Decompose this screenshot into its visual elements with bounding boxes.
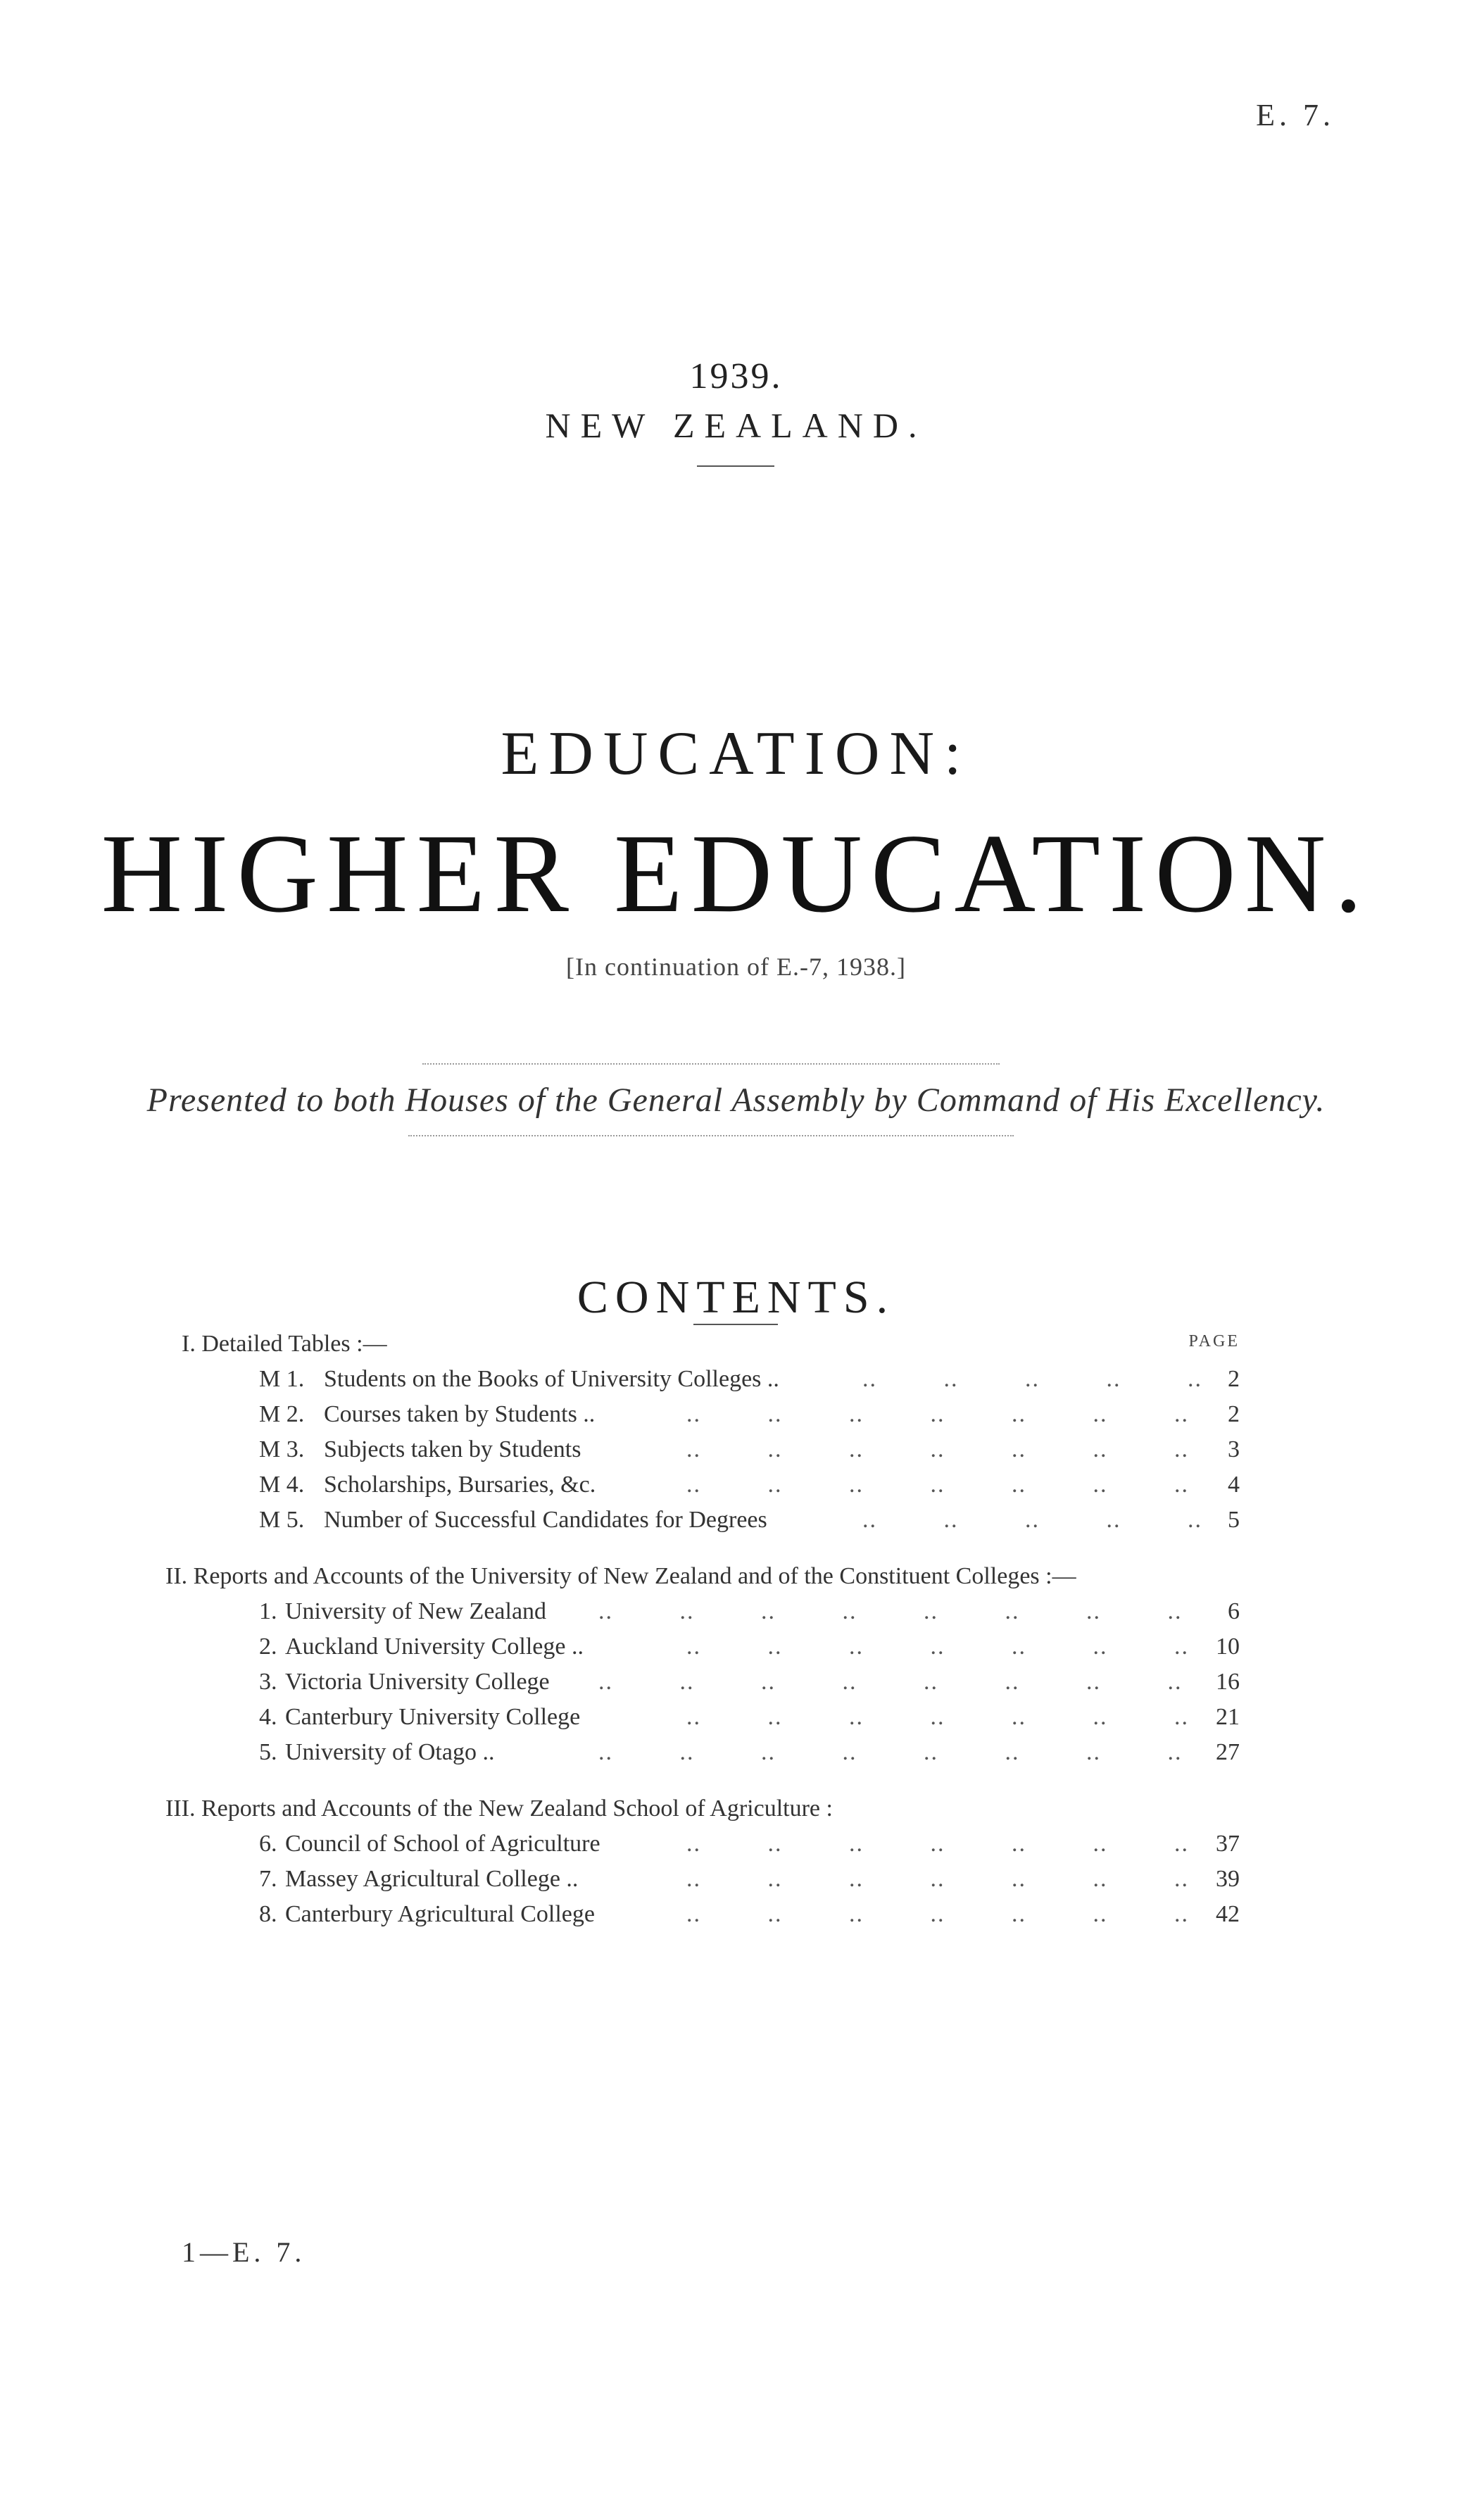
contents-entry bbox=[0, 1436, 1472, 1472]
contents-entry bbox=[0, 1634, 1472, 1669]
report-title: HIGHER EDUCATION. bbox=[101, 810, 1371, 936]
dot-leader: .. .. .. .. .. bbox=[862, 1366, 1202, 1392]
dot-leader: .. .. .. .. .. bbox=[862, 1507, 1202, 1533]
entry-title: Canterbury Agricultural College bbox=[285, 1901, 595, 1927]
entry-title: Victoria University College bbox=[285, 1669, 550, 1695]
entry-number: M 3. bbox=[259, 1436, 305, 1462]
entry-title: Subjects taken by Students bbox=[324, 1436, 581, 1462]
entry-title: Students on the Books of University Colleges .. bbox=[324, 1366, 779, 1392]
entry-number: 8. bbox=[259, 1901, 277, 1927]
contents-entry bbox=[0, 1669, 1472, 1704]
entry-number: 6. bbox=[259, 1831, 277, 1857]
presented-line: Presented to both Houses of the General Assembly by Command of His Excellency. bbox=[146, 1082, 1326, 1119]
entry-title: University of New Zealand bbox=[285, 1598, 547, 1624]
dot-leader: .. .. .. .. .. .. .. bbox=[686, 1634, 1189, 1660]
entry-number: 2. bbox=[259, 1634, 277, 1660]
signature-mark: 1—E. 7. bbox=[182, 2236, 306, 2268]
entry-title: Courses taken by Students .. bbox=[324, 1401, 596, 1427]
page-number: 6 bbox=[1228, 1598, 1240, 1624]
continuation-note: [In continuation of E.-7, 1938.] bbox=[566, 953, 906, 981]
contents-entry bbox=[0, 1704, 1472, 1739]
contents-entry bbox=[0, 1401, 1472, 1436]
presented-top-rule bbox=[422, 1063, 1000, 1065]
page-number: 27 bbox=[1216, 1739, 1240, 1765]
page-column-label: PAGE bbox=[1188, 1332, 1240, 1350]
entry-number: M 4. bbox=[259, 1472, 305, 1498]
entry-number: 4. bbox=[259, 1704, 277, 1730]
dot-leader: .. .. .. .. .. .. .. bbox=[686, 1866, 1189, 1892]
masthead-rule bbox=[697, 465, 774, 467]
entry-number: 7. bbox=[259, 1866, 277, 1892]
presented-bottom-rule bbox=[408, 1135, 1014, 1136]
entry-title: Auckland University College .. bbox=[285, 1634, 584, 1660]
entry-title: Massey Agricultural College .. bbox=[285, 1866, 579, 1892]
dot-leader: .. .. .. .. .. .. .. .. bbox=[598, 1739, 1183, 1765]
dot-leader: .. .. .. .. .. .. .. bbox=[686, 1436, 1189, 1462]
contents-heading: CONTENTS. bbox=[577, 1272, 895, 1323]
contents-entry bbox=[0, 1866, 1472, 1901]
contents-entry bbox=[0, 1739, 1472, 1774]
section-heading: I. Detailed Tables :— bbox=[182, 1331, 387, 1357]
contents-entry bbox=[0, 1598, 1472, 1634]
entry-number: M 5. bbox=[259, 1507, 305, 1533]
report-subject: EDUCATION: bbox=[501, 720, 971, 788]
document-reference: E. 7. bbox=[1256, 98, 1335, 132]
dot-leader: .. .. .. .. .. .. .. bbox=[686, 1704, 1189, 1730]
page-number: 4 bbox=[1228, 1472, 1240, 1498]
entry-title: University of Otago .. bbox=[285, 1739, 495, 1765]
dot-leader: .. .. .. .. .. .. .. .. bbox=[598, 1669, 1183, 1695]
page-number: 10 bbox=[1216, 1634, 1240, 1660]
dot-leader: .. .. .. .. .. .. .. bbox=[686, 1401, 1189, 1427]
country: NEW ZEALAND. bbox=[545, 406, 927, 445]
entry-number: 1. bbox=[259, 1598, 277, 1624]
contents-entry bbox=[0, 1366, 1472, 1401]
page-number: 5 bbox=[1228, 1507, 1240, 1533]
entry-number: 3. bbox=[259, 1669, 277, 1695]
page-number: 21 bbox=[1216, 1704, 1240, 1730]
page-number: 37 bbox=[1216, 1831, 1240, 1857]
page-number: 42 bbox=[1216, 1901, 1240, 1927]
contents-rule bbox=[693, 1324, 778, 1325]
year: 1939. bbox=[689, 356, 783, 396]
entry-title: Council of School of Agriculture bbox=[285, 1831, 600, 1857]
page-number: 16 bbox=[1216, 1669, 1240, 1695]
contents-list bbox=[0, 1331, 1472, 2035]
contents-entry bbox=[0, 1831, 1472, 1866]
dot-leader: .. .. .. .. .. .. .. bbox=[686, 1472, 1189, 1498]
dot-leader: .. .. .. .. .. .. .. bbox=[686, 1901, 1189, 1927]
entry-number: 5. bbox=[259, 1739, 277, 1765]
page-number: 39 bbox=[1216, 1866, 1240, 1892]
contents-entry bbox=[0, 1472, 1472, 1507]
page-number: 3 bbox=[1228, 1436, 1240, 1462]
section-heading: II. Reports and Accounts of the University of New Zealand and of the Constituent Colleges :— bbox=[165, 1563, 1076, 1589]
entry-title: Number of Successful Candidates for Degrees bbox=[324, 1507, 767, 1533]
dot-leader: .. .. .. .. .. .. .. .. bbox=[598, 1598, 1183, 1624]
entry-number: M 1. bbox=[259, 1366, 305, 1392]
entry-title: Scholarships, Bursaries, &c. bbox=[324, 1472, 596, 1498]
entry-number: M 2. bbox=[259, 1401, 305, 1427]
section-heading: III. Reports and Accounts of the New Zealand School of Agriculture : bbox=[165, 1795, 833, 1822]
contents-entry bbox=[0, 1507, 1472, 1542]
page-number: 2 bbox=[1228, 1401, 1240, 1427]
page-number: 2 bbox=[1228, 1366, 1240, 1392]
contents-entry bbox=[0, 1901, 1472, 1936]
dot-leader: .. .. .. .. .. .. .. bbox=[686, 1831, 1189, 1857]
entry-title: Canterbury University College bbox=[285, 1704, 581, 1730]
